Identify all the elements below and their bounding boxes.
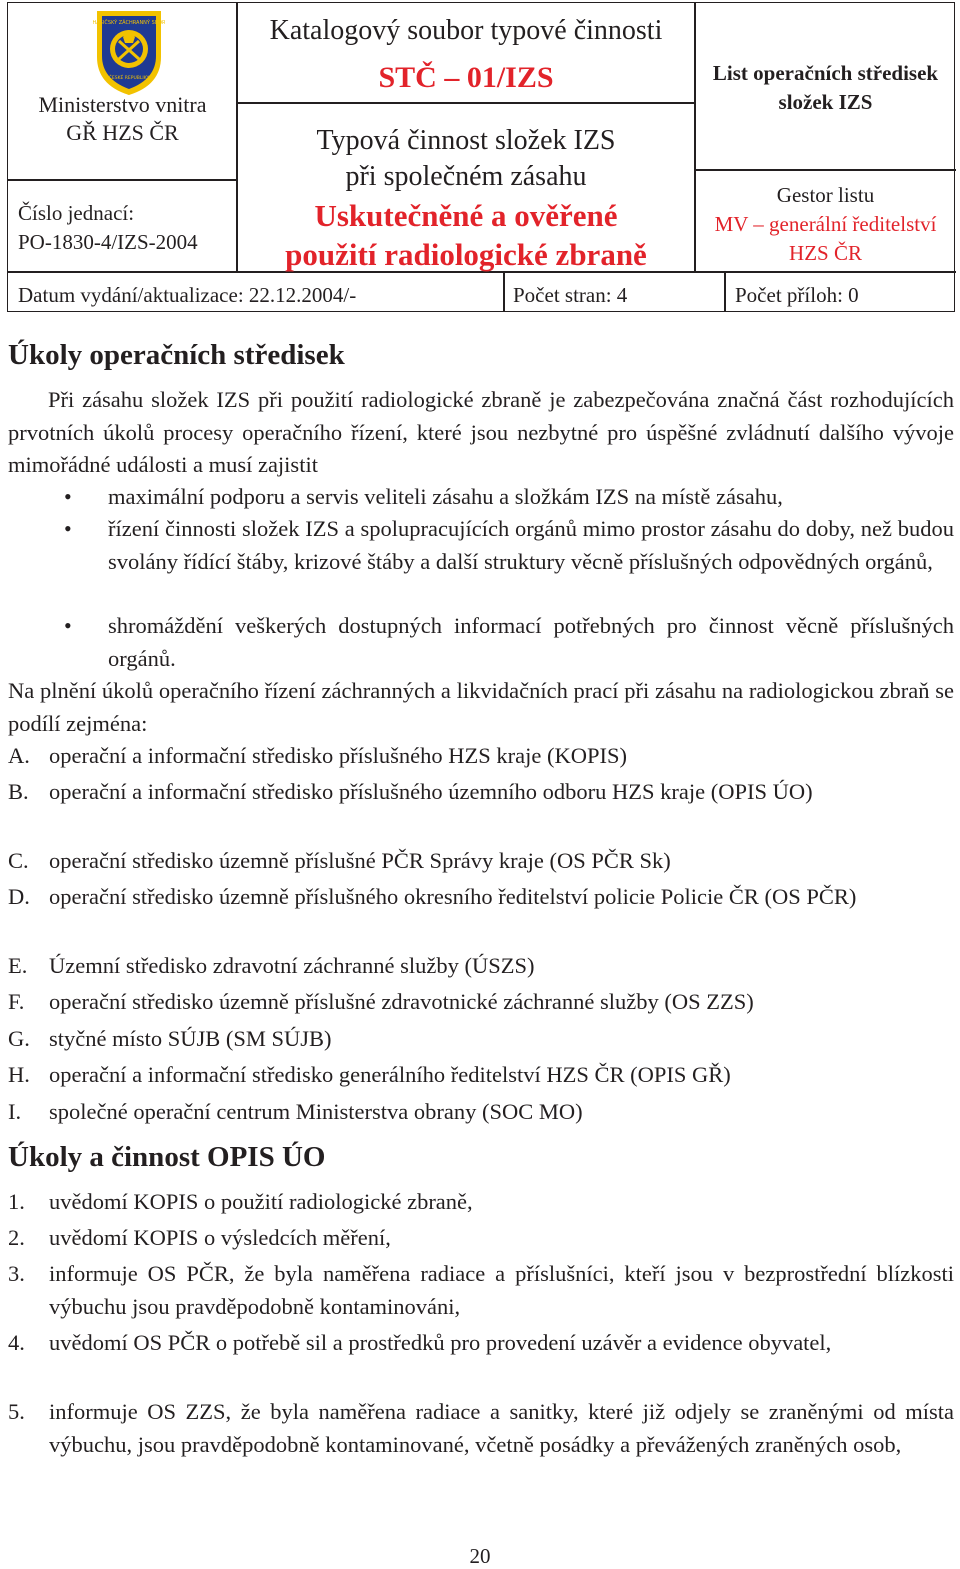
list-item: Územní středisko zdravotní záchranné služby (ÚSZS) [49, 953, 535, 978]
activity-type-line2: při společném zásahu [345, 161, 587, 192]
sheet-type-line2: složek IZS [778, 90, 873, 114]
ministry-dept: GŘ HZS ČR [66, 120, 179, 145]
participants-paragraph: Na plnění úkolů operačního řízení záchranných a likvidačních prací při zásahu na radiologickou zbraň se podílí zejména: [8, 678, 954, 736]
list-marker: B. [8, 779, 29, 804]
list-item: informuje OS PČR, že byla naměřena radiace a příslušníci, kteří jsou v bezprostřední blízkosti výbuchu jsou pravděpodobně kontaminováni, [49, 1261, 954, 1319]
list-marker: G. [8, 1026, 30, 1051]
sheet-type-line1: List operačních středisek [712, 61, 939, 85]
list-item: operační a informační středisko příslušného HZS kraje (KOPIS) [49, 743, 627, 768]
activity-type-line1: Typová činnost složek IZS [316, 125, 616, 156]
list-item: styčné místo SÚJB (SM SÚJB) [49, 1026, 332, 1051]
list-marker: 2. [8, 1225, 25, 1250]
reference-value: PO-1830-4/IZS-2004 [18, 230, 198, 254]
ministry-name: Ministerstvo vnitra [38, 92, 207, 117]
logo-text-top: HASIČSKÝ ZÁCHRANNÝ SBOR [93, 20, 165, 26]
guarantor-line1: MV – generální ředitelství [714, 212, 937, 236]
activity-type [237, 123, 695, 195]
list-item: operační a informační středisko příslušného územního odboru HZS kraje (OPIS ÚO) [49, 779, 813, 804]
reference-label: Číslo jednací: [18, 201, 135, 225]
list-item: operační středisko územně příslušného okresního ředitelství policie Policie ČR (OS PČR) [49, 884, 857, 909]
bullet-item: shromáždění veškerých dostupných informací potřebných pro činnost věcně příslušných orgánů. [108, 613, 954, 671]
list-marker: 1. [8, 1189, 25, 1214]
catalog-title: Katalogový soubor typové činnosti [269, 15, 663, 46]
reference-number-block [18, 199, 198, 257]
stc-code: STČ – 01/IZS [378, 61, 554, 94]
section-heading-opis-uo: Úkoly a činnost OPIS ÚO [8, 1141, 326, 1173]
list-marker: F. [8, 989, 25, 1014]
bullet-item: maximální podporu a servis veliteli zásahu a složkám IZS na místě zásahu, [108, 484, 783, 509]
sheet-guarantor [695, 181, 956, 268]
ministry-block [8, 91, 237, 147]
document-title [237, 196, 695, 274]
sheet-type [695, 59, 956, 117]
list-marker: 5. [8, 1399, 25, 1424]
bullet-marker: • [64, 516, 72, 541]
list-marker: I. [8, 1099, 22, 1124]
list-item: informuje OS ZZS, že byla naměřena radiace a sanitky, které již odjely se zraněnými od místa výbuchu, jsou pravděpodobně kontaminované, včetně posádky a převážených zraněných osob, [49, 1399, 954, 1457]
page-number: 20 [469, 1544, 491, 1568]
list-item: uvědomí OS PČR o potřebě sil a prostředků pro provedení uzávěr a evidence obyvatel, [49, 1330, 832, 1355]
list-marker: 3. [8, 1261, 25, 1286]
logo-text-bottom: ČESKÉ REPUBLIKY [108, 76, 150, 81]
guarantor-label: Gestor listu [776, 183, 875, 207]
fire-rescue-emblem-icon [93, 7, 165, 97]
list-item: uvědomí KOPIS o použití radiologické zbraně, [49, 1189, 473, 1214]
attachment-count: Počet příloh: 0 [735, 283, 859, 307]
page-count: Počet stran: 4 [513, 283, 628, 307]
bullet-marker: • [64, 484, 72, 509]
list-item: operační a informační středisko generálního ředitelství HZS ČR (OPIS GŘ) [49, 1062, 731, 1087]
bullet-marker: • [64, 613, 72, 638]
section-heading-tasks: Úkoly operačních středisek [8, 339, 345, 371]
list-marker: D. [8, 884, 30, 909]
document-title-line1: Uskutečněné a ověřené [314, 198, 618, 233]
header-table [7, 2, 955, 312]
issue-date: Datum vydání/aktualizace: 22.12.2004/- [18, 283, 357, 307]
list-marker: A. [8, 743, 30, 768]
list-marker: H. [8, 1062, 30, 1087]
list-item: společné operační centrum Ministerstva obrany (SOC MO) [49, 1099, 583, 1124]
list-item: operační středisko územně příslušné zdravotnické záchranné služby (OS ZZS) [49, 989, 754, 1014]
bullet-item: řízení činnosti složek IZS a spolupracujících orgánů mimo prostor zásahu do doby, než budou svolány řídící štáby, krizové štáby a další struktury věcně příslušných odpovědných orgánů, [108, 516, 954, 574]
intro-paragraph: Při zásahu složek IZS při použití radiologické zbraně je zabezpečována značná část rozhodujících prvotních úkolů procesy operačního řízení, které jsou nezbytné pro úspěšné zvládnutí dalšího vývoje mimořádné události a musí zajistit [8, 387, 954, 477]
list-marker: 4. [8, 1330, 25, 1355]
list-item: operační středisko územně příslušné PČR Správy kraje (OS PČR Sk) [49, 848, 671, 873]
list-marker: C. [8, 848, 29, 873]
guarantor-line2: HZS ČR [789, 241, 862, 265]
document-title-line2: použití radiologické zbraně [285, 237, 647, 272]
list-marker: E. [8, 953, 28, 978]
list-item: uvědomí KOPIS o výsledcích měření, [49, 1225, 391, 1250]
